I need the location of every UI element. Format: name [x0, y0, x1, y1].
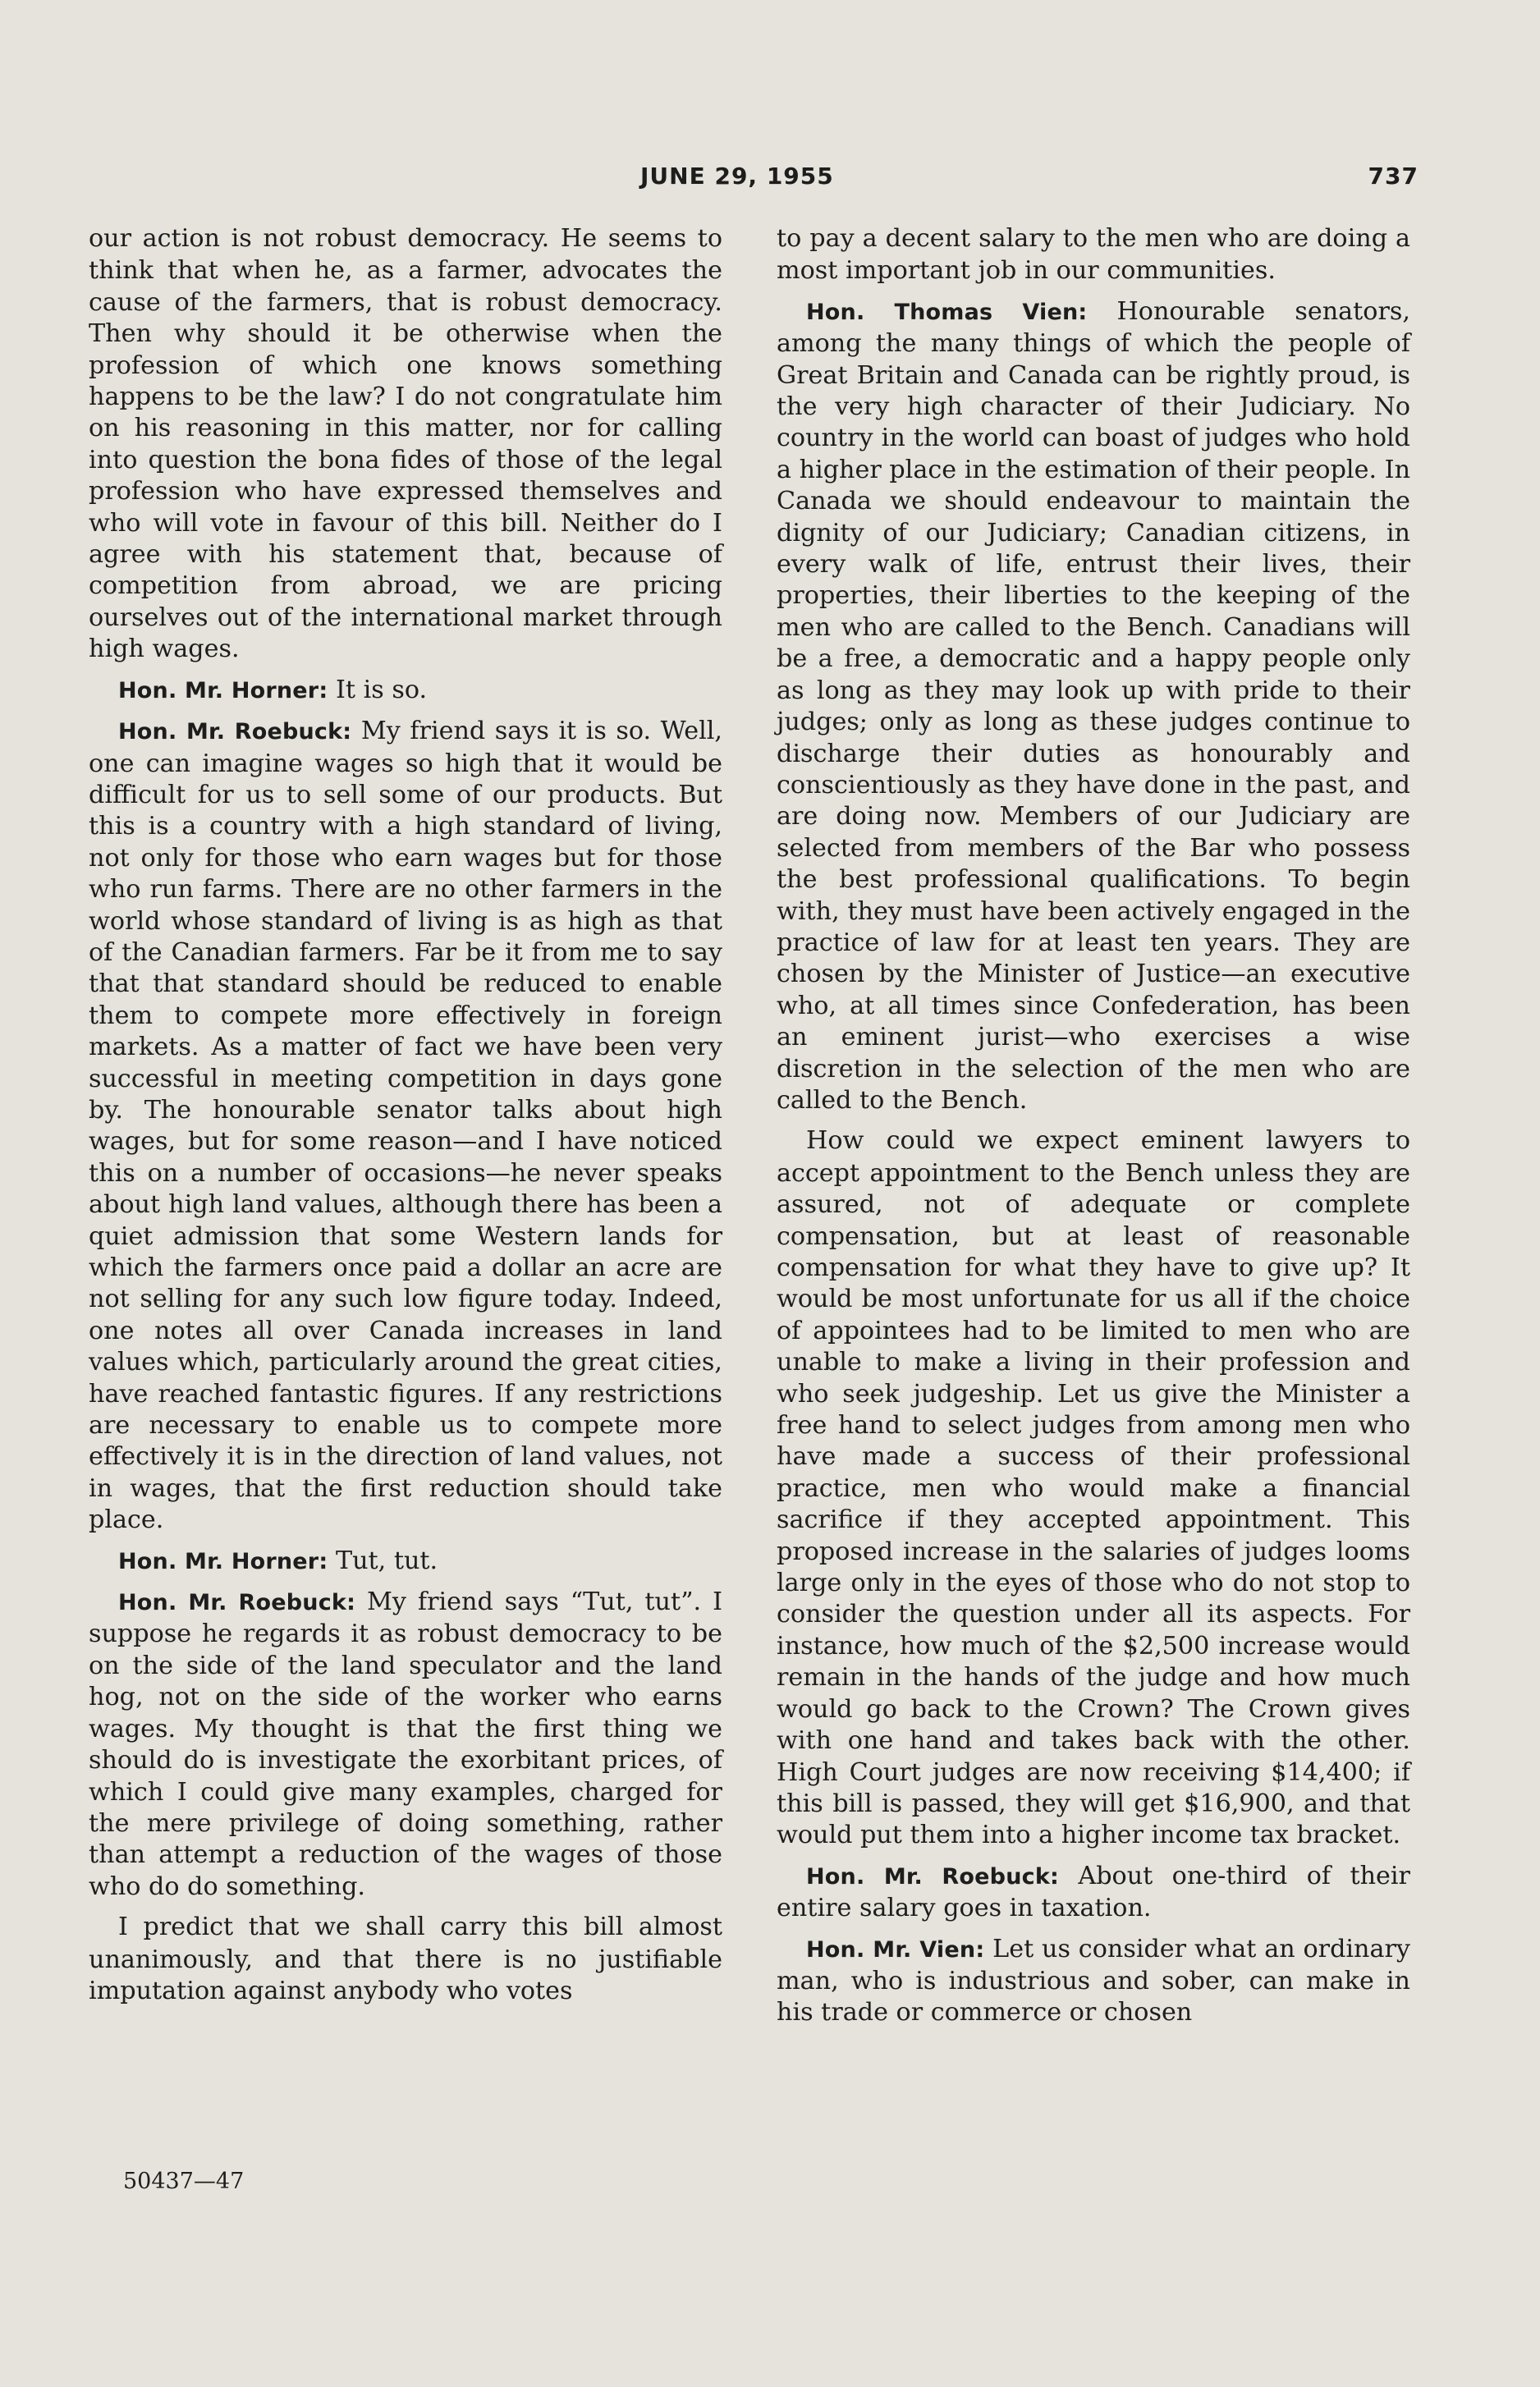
page-date: JUNE 29, 1955: [640, 163, 834, 190]
paragraph-text: How could we expect eminent lawyers to accept appointment to the Bench unless they are assured, not of adequate or complete compensation, but at least of reasonable compensation for what they have to give up? It would be most unfortunate for us all if the choice of appointees had to be limited to men who are unable to make a living in their profession and who seek judgeship. Let us give the Minister a free hand to select judges from among men who have made a success of their professional practice, men who would make a financial sacrifice if they accepted appointment. This proposed increase in the salaries of judges looms large only in the eyes of those who do not stop to consider the question under all its aspects. For instance, how much of the $2,500 increase would remain in the hands of the judge and how much would go back to the Crown? The Crown gives with one hand and takes back with the other. High Court judges are now receiving $14,400; if this bill is passed, they will get $16,900, and that would put them into a higher income tax bracket.: [777, 1126, 1410, 1850]
paragraph-text: Honourable senators, among the many things of which the people of Great Britain and Canada can be rightly proud, is the very high character of their Judiciary. No country in the world can boast of judges who hold a higher place in the estimation of their people. In Canada we should endeavour to maintain the dignity of our Judiciary; Canadian citizens, in every walk of life, entrust their lives, their properties, their liberties to the keeping of the men who are called to the Bench. Canadians will be a free, a democratic and a happy people only as long as they may look up with pride to their judges; only as long as these judges continue to discharge their duties as honourably and conscientiously as they have done in the past, and are doing now. Members of our Judiciary are selected from members of the Bar who possess the best professional qualifications. To begin with, they must have been actively engaged in the practice of law for at least ten years. They are chosen by the Minister of Justice—an executive who, at all times since Confederation, has been an eminent jurist—who exercises a wise discretion in the selection of the men who are called to the Bench.: [777, 296, 1411, 1115]
paragraph: [89, 1546, 722, 1578]
paragraph: [89, 1912, 722, 2007]
speaker-name: Hon. Mr. Roebuck:: [118, 1590, 356, 1616]
right-column: [777, 223, 1410, 2038]
paragraph-text: I predict that we shall carry this bill almost unanimously, and that there is no justifiable imputation against anybody who votes: [89, 1913, 722, 2005]
printer-signature: 50437—47: [123, 2169, 245, 2194]
paragraph-text: My friend says it is so. Well, one can imagine wages so high that it would be difficult for us to sell some of our products. But this is a country with a high standard of living, not only for those who earn wages but for those who run farms. There are no other farmers in the world whose standard of living is as high as that of the Canadian farmers. Far be it from me to say that that standard should be reduced to enable them to compete more effectively in foreign markets. As a matter of fact we have been very successful in meeting competition in days gone by. The honourable senator talks about high wages, but for some reason—and I have noticed this on a number of occasions—he never speaks about high land values, although there has been a quiet admission that some Western lands for which the farmers once paid a dollar an acre are not selling for any such low figure today. Indeed, one notes all over Canada increases in land values which, particularly around the great cities, have reached fantastic figures. If any restrictions are necessary to enable us to compete more effectively it is in the direction of land values, not in wages, that the first reduction should take place.: [89, 717, 722, 1535]
left-column: [89, 223, 722, 2016]
speaker-name: Hon. Mr. Roebuck:: [118, 719, 352, 745]
paragraph-text: My friend says “Tut, tut”. I suppose he regards it as robust democracy to be on the side of the land speculator and the land hog, not on the side of the worker who earns wages. My thought is that the first thing we should do is investigate the exorbitant prices, of which I could give many examples, charged for the mere privilege of doing something, rather than attempt a reduction of the wages of those who do do something.: [89, 1588, 722, 1901]
paragraph-text: to pay a decent salary to the men who are doing a most important job in our communities.: [777, 224, 1410, 286]
speaker-name: Hon. Mr. Horner:: [118, 677, 328, 703]
paragraph: [777, 223, 1410, 287]
paragraph-text: Tut, tut.: [335, 1546, 438, 1575]
paragraph: [89, 675, 722, 707]
paragraph: [89, 1587, 722, 1903]
speaker-name: Hon. Thomas Vien:: [806, 299, 1088, 325]
paragraph-text: our action is not robust democracy. He seems to think that when he, as a farmer, advocates the cause of the farmers, that is robust democracy. Then why should it be otherwise when the profession of which one knows something happens to be the law? I do not congratulate him on his reasoning in this matter, nor for calling into question the bona fides of those of the legal profession who have expressed themselves and who will vote in favour of this bill. Neither do I agree with his statement that, because of competition from abroad, we are pricing ourselves out of the international market through high wages.: [89, 224, 722, 664]
paragraph: [777, 1934, 1410, 2029]
paragraph-text: Let us consider what an ordinary man, who is industrious and sober, can make in his trade or commerce or chosen: [777, 1934, 1410, 2027]
speaker-name: Hon. Mr. Vien:: [806, 1936, 985, 1963]
paragraph: [777, 296, 1410, 1117]
speaker-name: Hon. Mr. Roebuck:: [806, 1863, 1059, 1890]
paragraph: [89, 223, 722, 666]
paragraph: [89, 716, 722, 1537]
paragraph: [777, 1125, 1410, 1851]
paragraph-text: It is so.: [335, 675, 428, 704]
paragraph-text: About one-third of their entire salary goes in taxation.: [777, 1861, 1410, 1923]
page-number: 737: [1368, 163, 1419, 190]
speaker-name: Hon. Mr. Horner:: [118, 1548, 328, 1574]
paragraph: [777, 1861, 1410, 1925]
